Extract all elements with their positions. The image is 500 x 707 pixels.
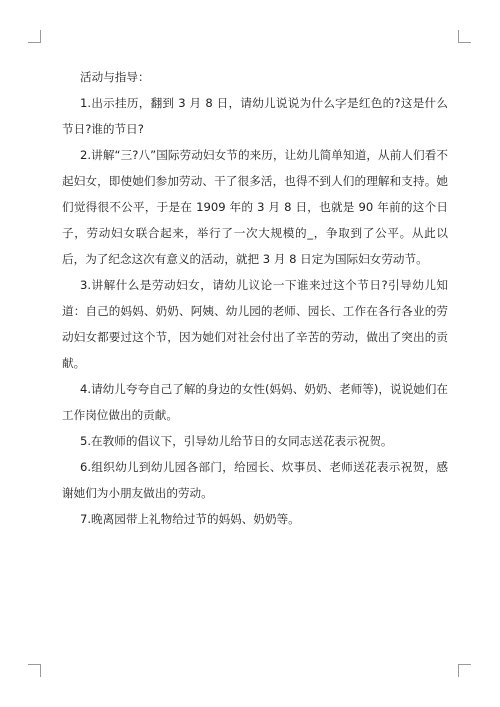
paragraph-2: 2.讲解“三?八”国际劳动妇女节的来历，让幼儿简单知道，从前人们看不起妇女，即使她们参加劳动、干了很多活，也得不到人们的理解和支持。她们觉得很不公平，于是在 1909 年的 3 月 8 日，也就是 90 年前的这个日子，劳动妇女联合起来，举行了一次大规模的_，争取到了公平。从此以后，为了纪念这次有意义的活动，就把 3 月 8 日定为国际妇女劳动节。 [62, 148, 448, 266]
paragraph-3: 3.讲解什么是劳动妇女，请幼儿议论一下谁来过这个节日?引导幼儿知道：自己的妈妈、奶奶、阿姨、幼儿园的老师、园长、工作在各行各业的劳动妇女都要过这个节，因为她们对社会付出了辛苦的劳动，做出了突出的贡献。 [62, 278, 448, 370]
page-corner-mark-bottom-left [28, 664, 41, 677]
paragraph-1: 1.出示挂历，翻到 3 月 8 日，请幼儿说说为什么字是红色的?这是什么节日?谁的节日? [62, 96, 448, 136]
document-body [62, 64, 448, 532]
section-heading: 活动与指导： [80, 70, 150, 84]
page-corner-mark-bottom-right [458, 664, 471, 677]
paragraph-7: 7.晚离园带上礼物给过节的妈妈、奶奶等。 [80, 512, 300, 526]
paragraph-4: 4.请幼儿夸夸自己了解的身边的女性(妈妈、奶奶、老师等)，说说她们在工作岗位做出的贡献。 [62, 382, 448, 422]
paragraph-5: 5.在教师的倡议下，引导幼儿给节日的女同志送花表示祝贺。 [80, 434, 393, 448]
paragraph-6: 6.组织幼儿到幼儿园各部门，给园长、炊事员、老师送花表示祝贺，感谢她们为小朋友做出的劳动。 [62, 460, 448, 500]
page-corner-mark-top-right [458, 30, 471, 43]
page-corner-mark-top-left [28, 30, 41, 43]
